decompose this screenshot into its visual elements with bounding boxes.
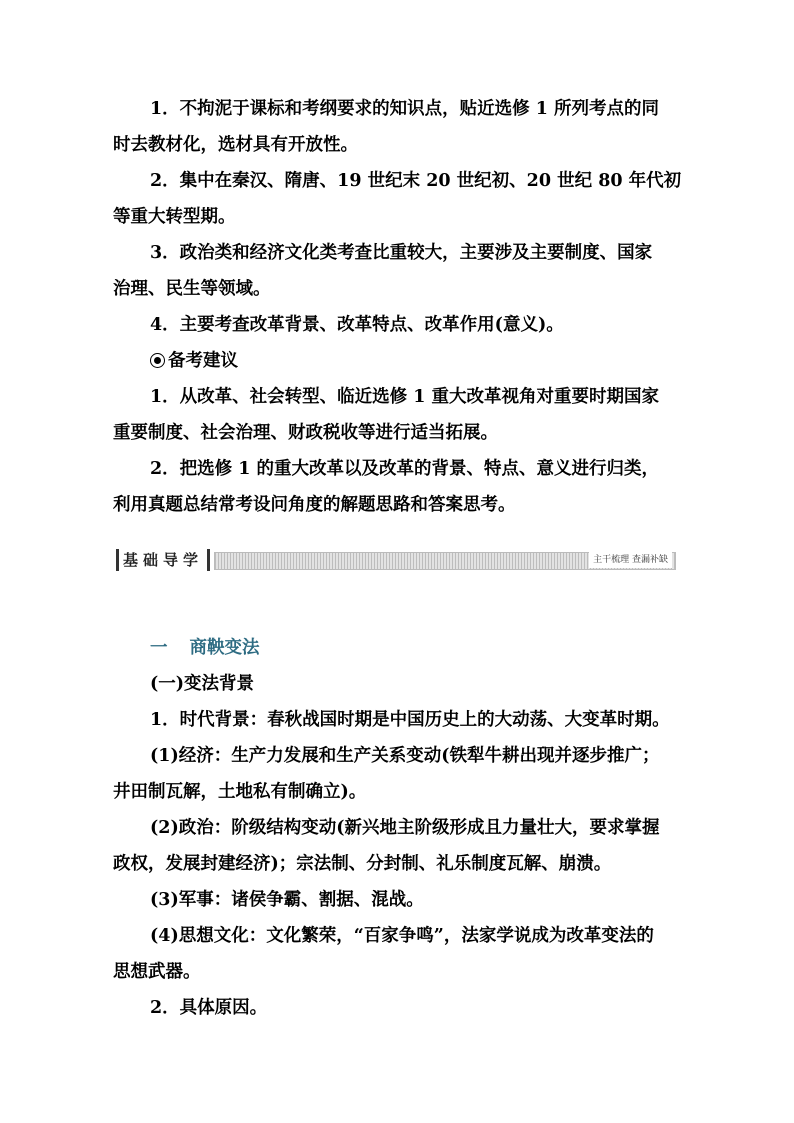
advice-point-2-cont: 利用真题总结常考设问角度的解题思路和答案思考。 <box>113 495 516 515</box>
body-point-military: (3)军事：诸侯争霸、割据、混战。 <box>150 890 424 910</box>
section-number: 一 <box>150 638 168 658</box>
advice-point-2: 2．把选修 1 的重大改革以及改革的背景、特点、意义进行归类， <box>150 459 660 479</box>
section-banner <box>116 549 676 571</box>
intro-point-1-cont: 时去教材化，选材具有开放性。 <box>113 135 358 155</box>
advice-point-1-cont: 重要制度、社会治理、财政税收等进行适当拓展。 <box>113 423 498 443</box>
body-point-economy-cont: 井田制瓦解，土地私有制确立)。 <box>113 782 367 802</box>
advice-heading <box>150 349 720 373</box>
section-heading <box>150 636 260 660</box>
intro-point-2-cont: 等重大转型期。 <box>113 207 236 227</box>
body-point-culture: (4)思想文化：文化繁荣，“百家争鸣”，法家学说成为改革变法的 <box>150 926 654 946</box>
intro-point-4: 4．主要考查改革背景、改革特点、改革作用(意义)。 <box>150 315 564 335</box>
body-point-politics: (2)政治：阶级结构变动(新兴地主阶级形成且力量壮大，要求掌握 <box>150 818 660 838</box>
banner-subtitle: 主干梳理 查漏补缺 <box>589 552 672 568</box>
body-point-culture-cont: 思想武器。 <box>113 962 201 982</box>
body-point-2: 2．具体原因。 <box>150 998 268 1018</box>
body-point-politics-cont: 政权，发展封建经济)；宗法制、分封制、礼乐制度瓦解、崩溃。 <box>113 854 612 874</box>
filled-circle-bullet-icon <box>150 353 165 368</box>
intro-point-3: 3．政治类和经济文化类考查比重较大，主要涉及主要制度、国家 <box>150 243 653 263</box>
intro-point-2: 2．集中在秦汉、隋唐、19 世纪末 20 世纪初、20 世纪 80 年代初 <box>150 171 682 191</box>
banner-title: 基础导学 <box>116 549 210 571</box>
section-title: 商鞅变法 <box>189 638 260 658</box>
advice-heading-text: 备考建议 <box>168 351 238 371</box>
intro-point-3-cont: 治理、民生等领域。 <box>113 279 271 299</box>
body-point-economy: (1)经济：生产力发展和生产关系变动(铁犁牛耕出现并逐步推广； <box>150 746 660 766</box>
subsection-heading: (一)变法背景 <box>150 674 255 694</box>
body-point-1: 1．时代背景：春秋战国时期是中国历史上的大动荡、大变革时期。 <box>150 710 670 730</box>
advice-point-1: 1．从改革、社会转型、临近选修 1 重大改革视角对重要时期国家 <box>150 387 660 407</box>
intro-point-1: 1．不拘泥于课标和考纲要求的知识点，贴近选修 1 所列考点的同 <box>150 99 660 119</box>
